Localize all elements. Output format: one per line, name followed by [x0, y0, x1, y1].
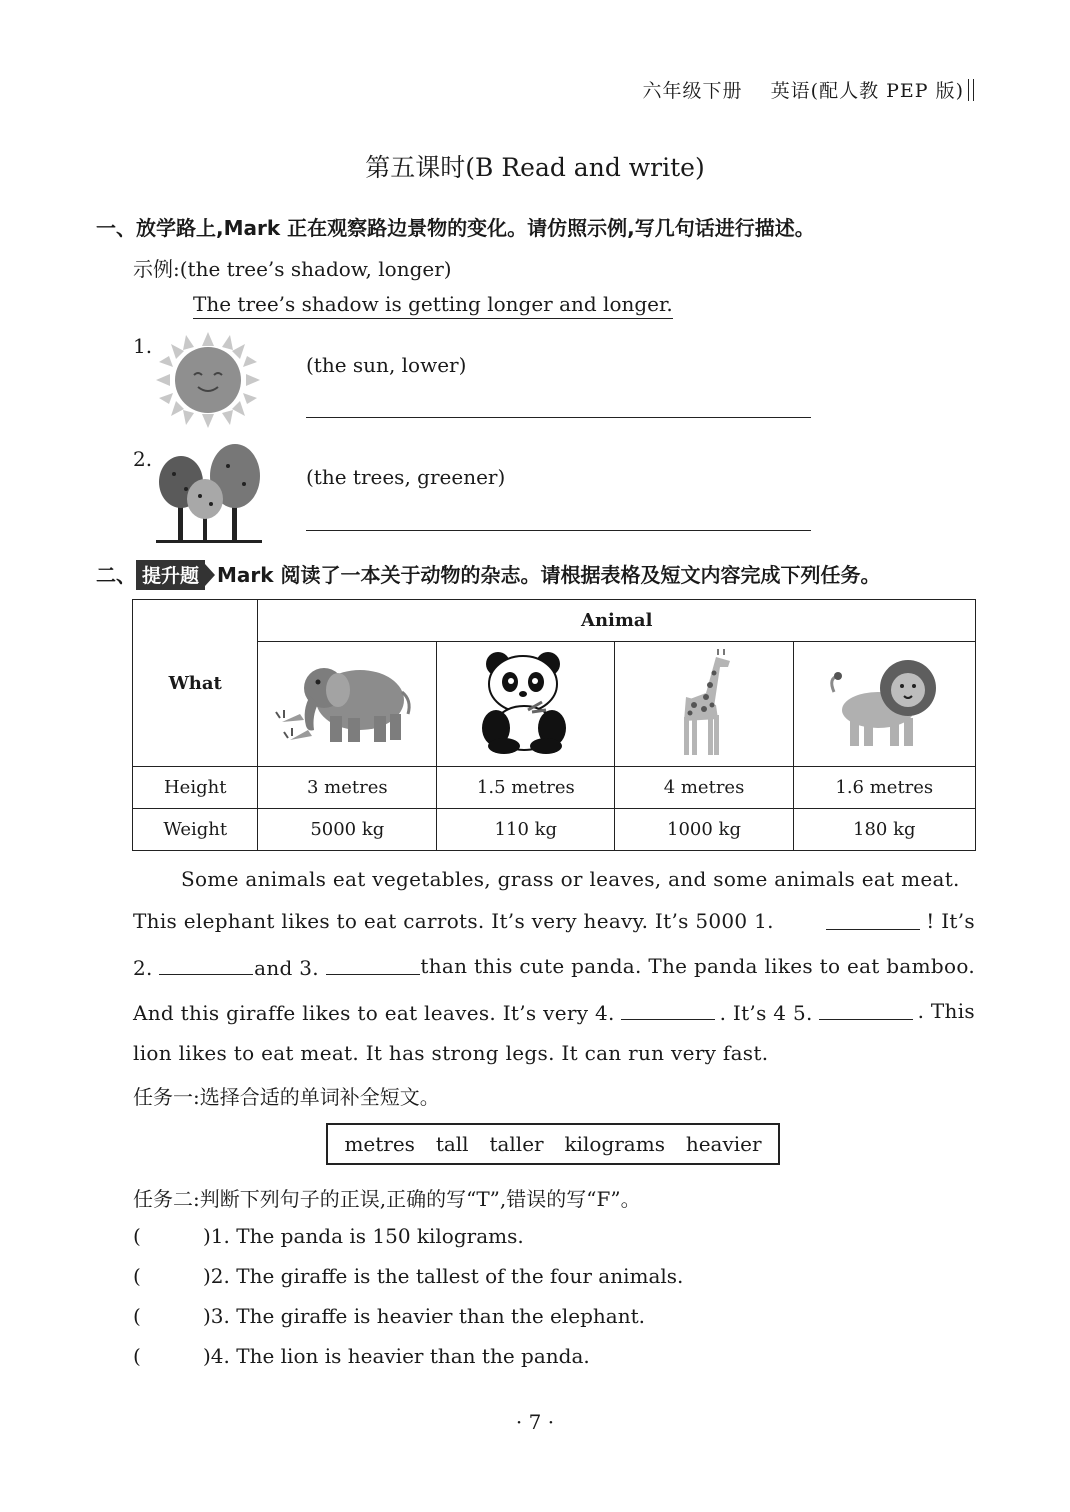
blank-2[interactable] — [159, 954, 253, 975]
example-answer: The tree’s shadow is getting longer and longer. — [193, 292, 673, 319]
statement-text: )3. The giraffe is heavier than the elephant. — [203, 1304, 645, 1328]
panda-weight: 110 kg — [437, 809, 615, 851]
lesson-title: 第五课时(B Read and write) — [365, 153, 705, 182]
section2-prefix: 二、 — [96, 563, 136, 587]
passage-line-4a: And this giraffe likes to eat leaves. It’s very 4. — [133, 1001, 615, 1025]
elephant-cell — [258, 642, 437, 767]
passage-line-5: lion likes to eat meat. It has strong legs. It can run very fast. — [133, 1041, 769, 1065]
statement-text: )1. The panda is 150 kilograms. — [203, 1224, 524, 1248]
panda-height: 1.5 metres — [437, 767, 615, 809]
elephant-icon — [272, 652, 422, 752]
giraffe-weight: 1000 kg — [615, 809, 793, 851]
lion-icon — [824, 652, 944, 752]
blank-1[interactable] — [826, 909, 920, 930]
blank-5[interactable] — [819, 999, 913, 1020]
word-bank — [326, 1123, 780, 1165]
passage-line-4b: . It’s 4 5. — [719, 1001, 813, 1025]
panda-icon — [476, 650, 576, 754]
word-bank-item: kilograms — [564, 1132, 665, 1156]
item-1-number: 1. — [133, 334, 153, 358]
section1-heading: 一、放学路上,Mark 正在观察路边景物的变化。请仿照示例,写几句话进行描述。 — [96, 216, 815, 240]
animal-table — [132, 599, 976, 851]
lion-cell — [793, 642, 975, 767]
what-header: What — [133, 600, 258, 767]
item-1-prompt: (the sun, lower) — [306, 353, 467, 377]
header-grade: 六年级下册 — [642, 80, 743, 102]
word-bank-item: metres — [344, 1132, 415, 1156]
answer-paren[interactable]: ( — [133, 1224, 141, 1248]
header-bar-icon — [968, 79, 974, 101]
passage-line-4c: . This — [917, 999, 975, 1023]
weight-label: Weight — [133, 809, 258, 851]
statement-3 — [133, 1304, 645, 1328]
example-label: 示例:(the tree’s shadow, longer) — [133, 257, 452, 281]
trees-icon — [156, 444, 262, 544]
passage-line-2b: ! It’s — [926, 909, 975, 933]
item-2-prompt: (the trees, greener) — [306, 465, 506, 489]
blank-4[interactable] — [621, 999, 715, 1020]
giraffe-icon — [664, 647, 744, 757]
word-bank-item: heavier — [685, 1132, 762, 1156]
panda-cell — [437, 642, 615, 767]
passage-line-2a: This elephant likes to eat carrots. It’s very heavy. It’s 5000 1. — [133, 909, 774, 933]
sun-icon — [156, 332, 260, 428]
word-bank-item: tall — [435, 1132, 469, 1156]
passage-line-3 — [133, 954, 975, 980]
difficulty-badge: 提升题 — [136, 560, 205, 590]
elephant-weight: 5000 kg — [258, 809, 437, 851]
blank-3[interactable] — [326, 954, 420, 975]
passage-line-2 — [133, 909, 975, 933]
word-bank-item: taller — [489, 1132, 544, 1156]
elephant-height: 3 metres — [258, 767, 437, 809]
animal-group-header: Animal — [258, 600, 976, 642]
header-subject: 英语(配人教 PEP 版) — [770, 80, 964, 102]
answer-paren[interactable]: ( — [133, 1264, 141, 1288]
section2-heading — [96, 559, 881, 590]
passage-line-3b: and 3. — [254, 956, 319, 980]
item-2-number: 2. — [133, 447, 153, 471]
statement-1 — [133, 1224, 524, 1248]
statement-text: )4. The lion is heavier than the panda. — [203, 1344, 590, 1368]
passage-line-1: Some animals eat vegetables, grass or leaves, and some animals eat meat. — [181, 867, 960, 891]
task-1: 任务一:选择合适的单词补全短文。 — [133, 1085, 440, 1109]
giraffe-height: 4 metres — [615, 767, 793, 809]
passage-line-3c: than this cute panda. The panda likes to eat bamboo. — [420, 954, 975, 978]
item-2-answer-line[interactable] — [306, 530, 811, 531]
answer-paren[interactable]: ( — [133, 1344, 141, 1368]
answer-paren[interactable]: ( — [133, 1304, 141, 1328]
page-header — [642, 76, 974, 103]
statement-2 — [133, 1264, 683, 1288]
lion-weight: 180 kg — [793, 809, 975, 851]
statement-4 — [133, 1344, 590, 1368]
statement-text: )2. The giraffe is the tallest of the four animals. — [203, 1264, 684, 1288]
lion-height: 1.6 metres — [793, 767, 975, 809]
page-number: · 7 · — [515, 1410, 555, 1434]
passage-line-3a: 2. — [133, 956, 153, 980]
item-1-answer-line[interactable] — [306, 417, 811, 418]
section2-heading-text: Mark 阅读了一本关于动物的杂志。请根据表格及短文内容完成下列任务。 — [217, 563, 881, 587]
task-2: 任务二:判断下列句子的正误,正确的写“T”,错误的写“F”。 — [133, 1187, 641, 1211]
height-label: Height — [133, 767, 258, 809]
passage-line-4 — [133, 999, 975, 1025]
giraffe-cell — [615, 642, 793, 767]
